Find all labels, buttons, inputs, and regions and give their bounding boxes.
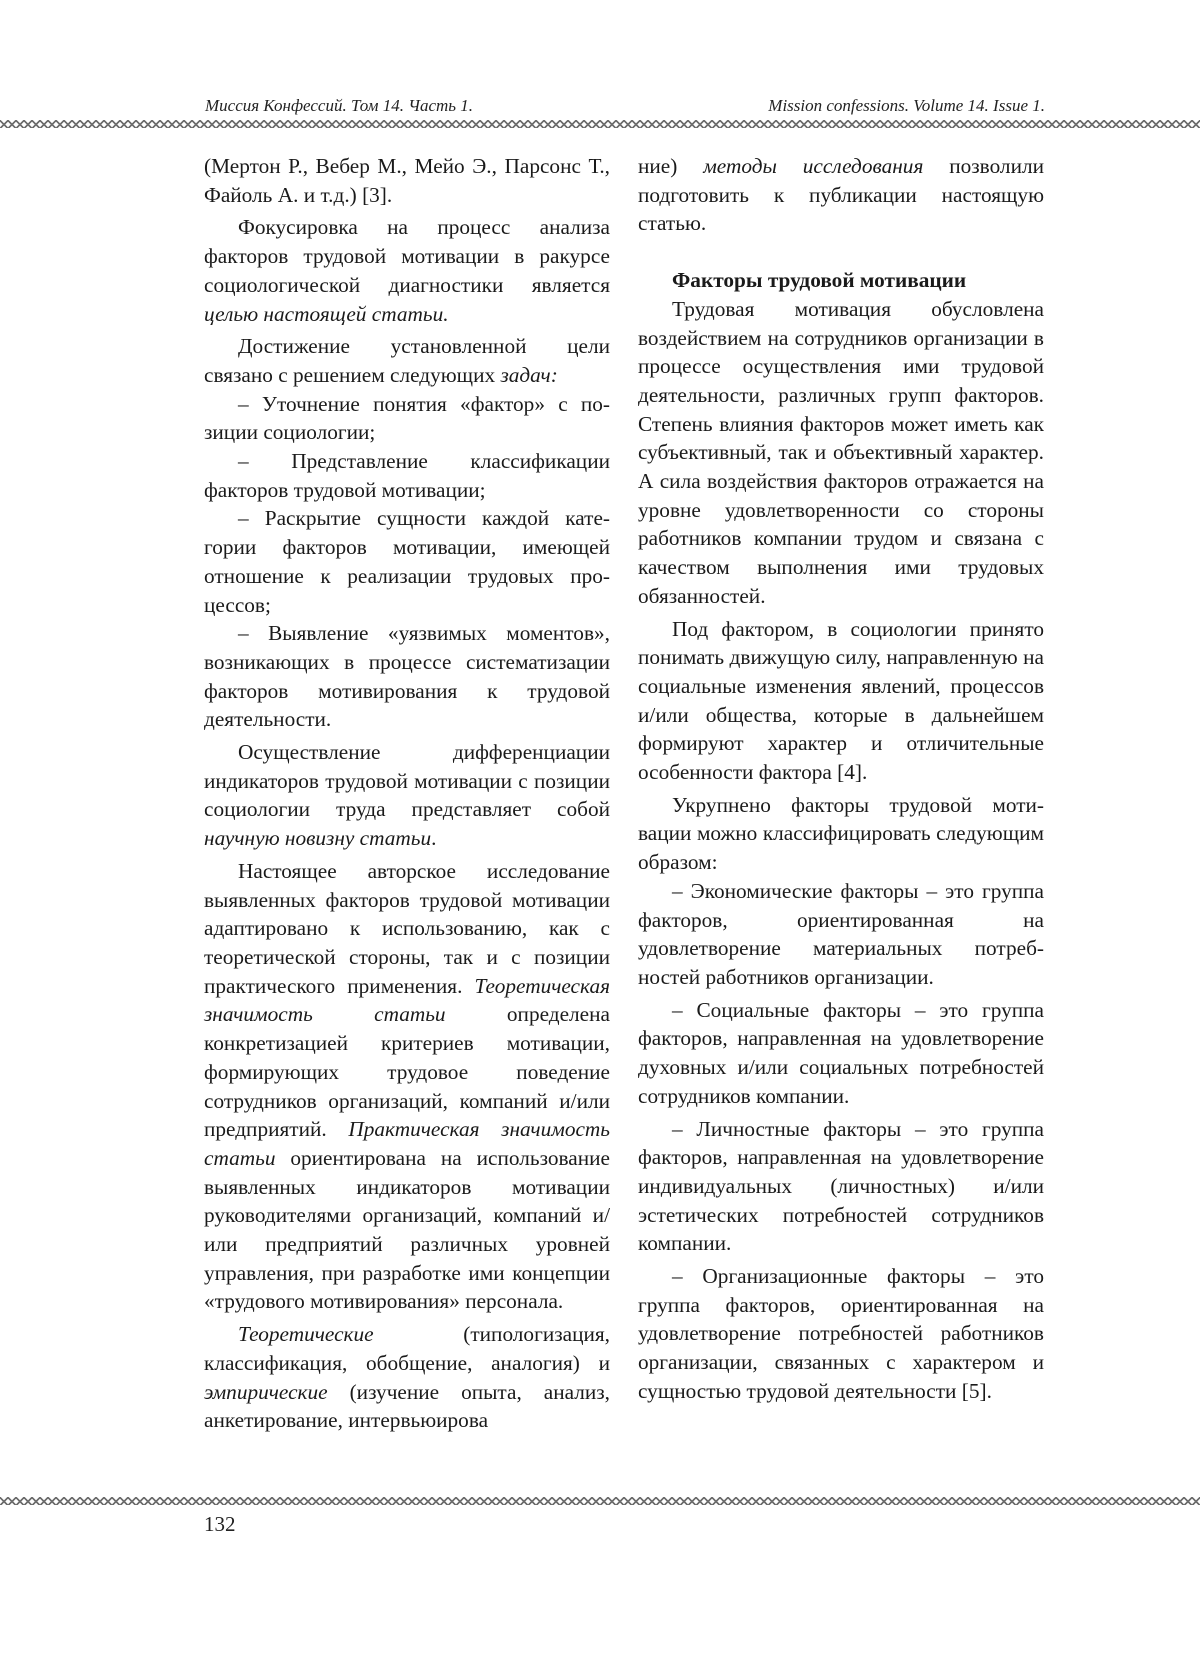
- list-item: – Организационные факторы – это группа факторов, ориентированная на удовлетворение потребностей работников организации, связанных с характером и сущностью трудовой деятельности [5].: [638, 1264, 1044, 1403]
- running-header: [205, 96, 1045, 116]
- right-column: [638, 152, 1044, 1406]
- journal-title-en: Mission confessions. Volume 14. Issue 1.: [768, 96, 1045, 115]
- header-ornament-border: [0, 120, 1200, 128]
- list-item: – Выявление «уязвимых моментов», возникающих в процессе систематизации факторов мотивирования к трудовой деятельности.: [204, 621, 610, 732]
- paragraph: (Мертон Р., Вебер М., Мейо Э., Парсонс Т., Файоль А. и т.д.) [3].: [204, 154, 610, 207]
- list-item: – Раскрытие сущности каждой категории факторов мотивации, имеющей отношение к реализации трудовых процессов;: [204, 506, 610, 617]
- list-item: – Личностные факторы – это группа факторов, направленная на удовлетворение индивидуальных (личностных) и/или эстетических потребностей сотрудников компании.: [638, 1116, 1044, 1256]
- paragraph: Осуществление дифференциации индикаторов трудовой мотивации с позиции социологии труда представляет собой научную новизну статьи.: [204, 740, 610, 851]
- paragraph: Фокусировка на процесс анализа факторов трудовой мотивации в ракурсе социологической диагностики является целью настоящей статьи.: [204, 215, 610, 326]
- page-number: 132: [204, 1512, 236, 1536]
- left-column: [204, 152, 610, 1435]
- paragraph: Укрупнено факторы трудовой мотивации можно классифицировать следующим образом:: [638, 792, 1044, 875]
- list-item: – Представление классификации факторов трудовой мотивации;: [204, 449, 610, 502]
- paragraph: Достижение установленной цели связано с решением следующих задач:: [204, 334, 610, 387]
- list-item: – Экономические факторы – это группа факторов, ориентированная на удовлетворение материальных потребностей работников организации.: [638, 878, 1044, 989]
- paragraph: Трудовая мотивация обусловлена воздействием на сотрудников организации в процессе осуществления ими трудовой деятельности, различных групп факторов. Степень влияния факторов может иметь как субъективный, так и объективный характер. А сила воздействия факторов отражается на уровне удовлетворенности со стороны работников компании трудом и связана с качеством выполнения ими трудовых обязанностей.: [638, 296, 1044, 608]
- journal-title-ru: Миссия Конфессий. Том 14. Часть 1.: [205, 96, 474, 115]
- paragraph: Настоящее авторское исследование выявленных факторов трудовой мотивации адаптировано к использованию, как с теоретической стороны, так и с позиции практического применения. Теоретическая значимость статьи определена конкретизацией критериев мотивации, формирующих трудовое поведение сотрудников организаций, компаний и/или предприятий. Практическая значимость статьи ориентирована на использование выявленных индикаторов мотивации руководителями организаций, компаний и/или предприятий различных уровней управления, при разработке ими концепции «трудового мотивирования» персонала.: [204, 858, 610, 1314]
- list-item: – Социальные факторы – это группа факторов, направленная на удовлетворение духовных и/или социальных потребностей сотрудников компании.: [638, 997, 1044, 1108]
- paragraph: ние) методы исследования позволили подготовить к публикации настоящую статью.: [638, 154, 1044, 236]
- section-heading: Факторы трудовой мотивации: [672, 268, 967, 293]
- paragraph: Под фактором, в социологии принято понимать движущую силу, направленную на социальные изменения явлений, процессов и/или общества, которые в дальнейшем формируют характер и отличительные особенности фактора [4].: [638, 616, 1044, 785]
- list-item: – Уточнение понятия «фактор» с позиции социологии;: [204, 391, 610, 445]
- paragraph: Теоретические (типологизация, классификация, обобщение, аналогия) и эмпирические (изучение опыта, анализ, анкетирование, интервьюирова: [204, 1322, 610, 1433]
- footer-ornament-border: [0, 1497, 1200, 1505]
